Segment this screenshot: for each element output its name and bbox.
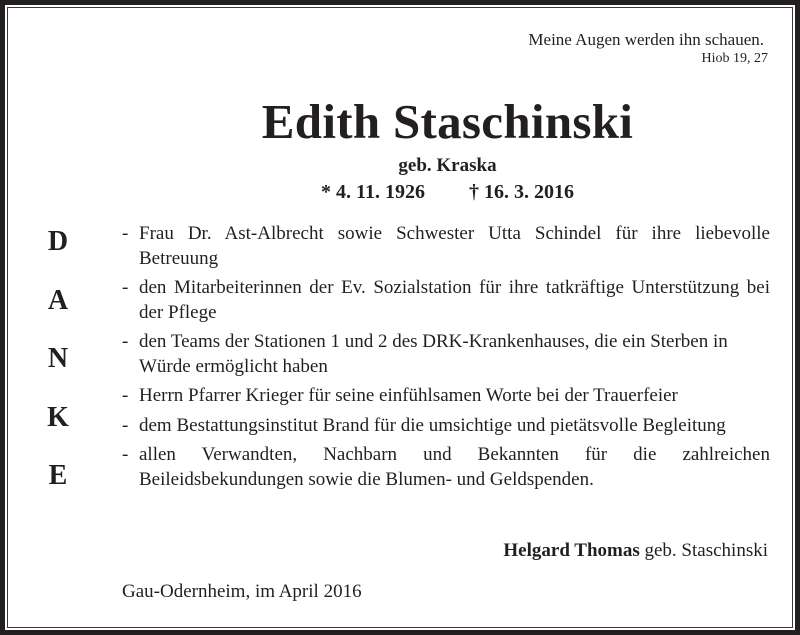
life-dates [0,178,800,206]
thanks-item [122,414,770,439]
danke-letter: E [48,460,68,491]
thanks-text: dem Bestattungsinstitut Brand für die umsichtige und pietätsvolle Begleitung [139,414,726,436]
thanks-item [122,330,770,379]
dash-bullet: - [122,444,129,465]
danke-letter: D [47,226,69,257]
danke-letter: N [47,343,69,374]
thanks-item [122,384,770,409]
signature [503,539,768,563]
bible-quote: Meine Augen werden ihn schauen. [528,30,764,49]
thanks-item [122,443,770,492]
signer-maiden-name: geb. Staschinski [644,540,768,561]
thanks-list [122,222,770,492]
danke-vertical [38,222,78,515]
birth-date: * 4. 11. 1926 [321,181,425,203]
dash-bullet: - [122,385,129,406]
danke-letter: A [47,284,69,316]
dash-bullet: - [122,223,129,244]
thanks-item [122,222,770,271]
dash-bullet: - [122,414,129,436]
place-and-date: Gau-Odernheim, im April 2016 [122,581,362,602]
thanks-text: allen Verwandten, Nachbarn und Bekannten für die zahlreichen Beileidsbekundungen sowie die Blumen- und Geldspenden. [139,444,770,490]
thanks-text: Herrn Pfarrer Krieger für seine einfühlsamen Worte bei der Trauerfeier [139,385,678,406]
thanks-item [122,276,770,325]
danke-letter: K [47,401,69,433]
thanks-text: den Mitarbeiterinnen der Ev. Sozialstation für ihre tatkräftige Unterstützung bei der Pflege [139,277,770,323]
signer-name: Helgard Thomas [503,540,640,561]
deceased-name: Edith Staschinski [261,94,634,149]
deceased-maiden-name: geb. Kraska [398,155,497,176]
thanks-text: den Teams der Stationen 1 und 2 des DRK-Krankenhauses, die ein Sterben in Würde ermöglicht haben [139,331,728,377]
dash-bullet: - [122,331,129,352]
thanks-text: Frau Dr. Ast-Albrecht sowie Schwester Utta Schindel für ihre liebevolle Betreuung [139,223,770,269]
dash-bullet: - [122,277,129,298]
bible-reference: Hiob 19, 27 [701,51,768,66]
death-date: † 16. 3. 2016 [468,181,574,203]
